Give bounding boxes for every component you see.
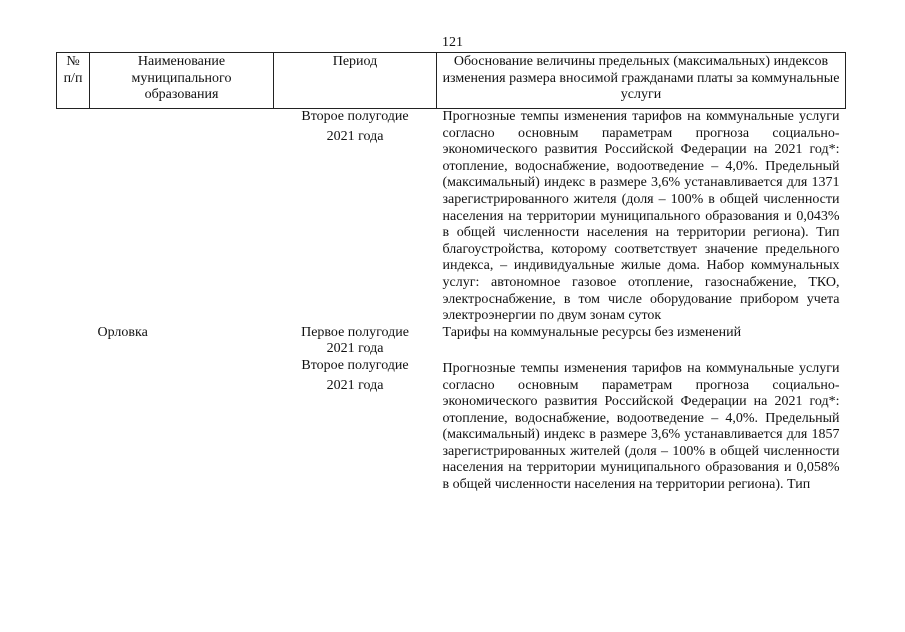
table-header-row xyxy=(57,53,846,109)
period-cell xyxy=(274,358,437,494)
period-half: Первое полугодие xyxy=(301,324,409,340)
table-row xyxy=(57,325,846,358)
period-year: 2021 года xyxy=(326,341,384,357)
table-row xyxy=(57,358,846,494)
justification-text: Прогнозные темпы изменения тарифов на коммунальные услуги согласно основным параметрам прогноза социально-экономического развития Российской Федерации на 2021 год*: отопление, водоснабжение, водоотведение – 4,0%. Предельный (максимальный) индекс в размере 3,6% устанавливается для 1857 зарегистрированных жителей (доля – 100% в общей численности населения на территории муниципального образования и 0,058% в общей численности населения на территории региона). Тип xyxy=(442,360,840,493)
column-header-justification: Обоснование величины предельных (максимальных) индексов изменения размера вносимой гражданами платы за коммунальные услуги xyxy=(437,53,846,109)
column-header-period: Период xyxy=(274,53,437,109)
table-row xyxy=(57,109,846,325)
period-cell xyxy=(274,325,437,358)
column-header-municipality: Наименование муниципального образования xyxy=(90,53,274,109)
period-year: 2021 года xyxy=(326,128,384,144)
period-cell xyxy=(274,109,437,325)
tariff-table xyxy=(56,52,846,494)
municipality-cell: Орловка xyxy=(97,324,148,340)
row-number-cell xyxy=(57,358,90,494)
period-year: 2021 года xyxy=(326,377,384,393)
municipality-cell xyxy=(90,358,274,494)
row-number-cell xyxy=(57,109,90,325)
justification-cell xyxy=(437,358,846,494)
justification-cell: Прогнозные темпы изменения тарифов на коммунальные услуги согласно основным параметрам прогноза социально-экономического развития Российской Федерации на 2021 год*: отопление, водоснабжение, водоотведение – 4,0%. Предельный (максимальный) индекс в размере 3,6% устанавливается для 1371 зарегистрированного жителя (доля – 100% в общей численности населения на территории муниципального образования и 0,043% в общей численности населения на территории региона). Тип благоустройства, которому соответствует значение предельного индекса, – индивидуальные жилые дома. Набор коммунальных услуг: автономное газовое отопление, газоснабжение, ТКО, электроснабжение, в том числе оборудование прибором учета электроэнергии по двум зонам суток xyxy=(442,109,840,324)
period-half: Второе полугодие xyxy=(301,357,409,373)
column-header-number: № п/п xyxy=(57,53,90,109)
justification-cell: Тарифы на коммунальные ресурсы без изменений xyxy=(442,324,742,340)
page-number: 121 xyxy=(442,35,463,50)
period-half: Второе полугодие xyxy=(301,109,409,124)
municipality-cell xyxy=(90,109,274,325)
row-number-cell xyxy=(57,325,90,358)
